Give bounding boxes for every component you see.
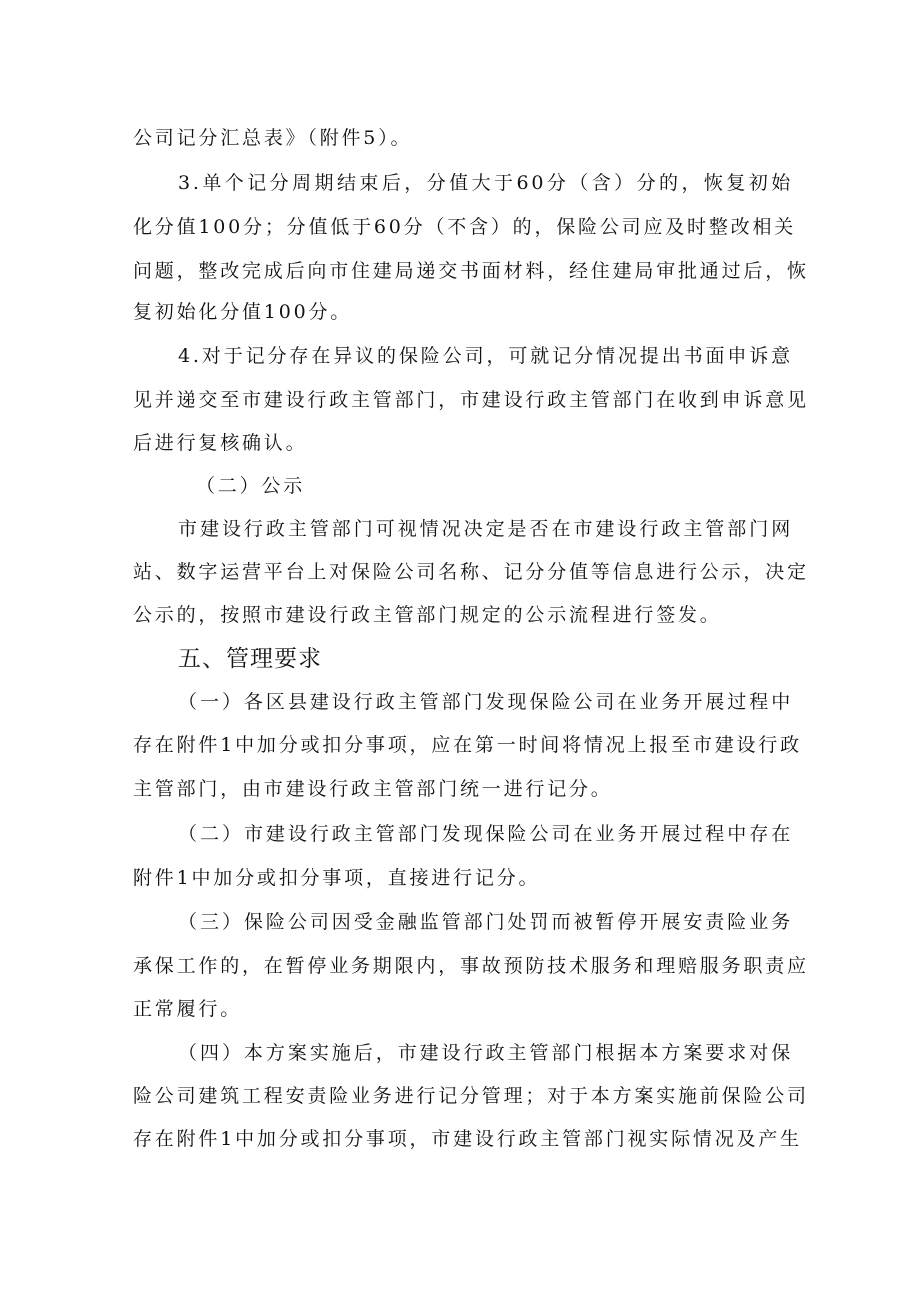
text-line: 复初始化分值100分。 [133,301,353,323]
text-line: 问题，整改完成后向市住建局递交书面材料，经住建局审批通过后，恢 [133,260,809,282]
text-line: （三）保险公司因受金融监管部门处罚而被暂停开展安责险业务 [178,911,793,933]
text-line: 后进行复核确认。 [133,432,308,454]
text-line: 公司记分汇总表》（附件5）。 [133,127,413,149]
text-line: 化分值100分；分值低于60分（不含）的，保险公司应及时整改相关 [133,216,797,238]
text-line: 存在附件1中加分或扣分事项，市建设行政主管部门视实际情况及产生 [133,1128,802,1150]
text-line: （四）本方案实施后，市建设行政主管部门根据本方案要求对保 [178,1042,793,1064]
text-line: 站、数字运营平台上对保险公司名称、记分分值等信息进行公示，决定 [133,561,809,583]
text-line: 附件1中加分或扣分事项，直接进行记分。 [133,867,541,889]
text-line: 承保工作的，在暂停业务期限内，事故预防技术服务和理赔服务职责应 [133,955,809,977]
section-heading: 五、管理要求 [178,646,322,672]
text-line: 正常履行。 [133,998,243,1020]
text-line: 公示的，按照市建设行政主管部门规定的公示流程进行签发。 [133,604,722,626]
text-line: 3.单个记分周期结束后，分值大于60分（含）分的，恢复初始 [178,172,793,194]
text-line: 险公司建筑工程安责险业务进行记分管理；对于本方案实施前保险公司 [133,1085,809,1107]
text-line: 见并递交至市建设行政主管部门，市建设行政主管部门在收到申诉意见 [133,389,809,411]
text-line: 主管部门，由市建设行政主管部门统一进行记分。 [133,778,613,800]
text-line: 市建设行政主管部门可视情况决定是否在市建设行政主管部门网 [178,518,793,540]
text-line: （二）市建设行政主管部门发现保险公司在业务开展过程中存在 [178,823,793,845]
text-line: 4.对于记分存在异议的保险公司，可就记分情况提出书面申诉意 [178,345,793,367]
text-line: （一）各区县建设行政主管部门发现保险公司在业务开展过程中 [178,691,793,713]
text-line: 存在附件1中加分或扣分事项，应在第一时间将情况上报至市建设行政 [133,734,802,756]
section-subtitle: （二）公示 [196,475,306,497]
